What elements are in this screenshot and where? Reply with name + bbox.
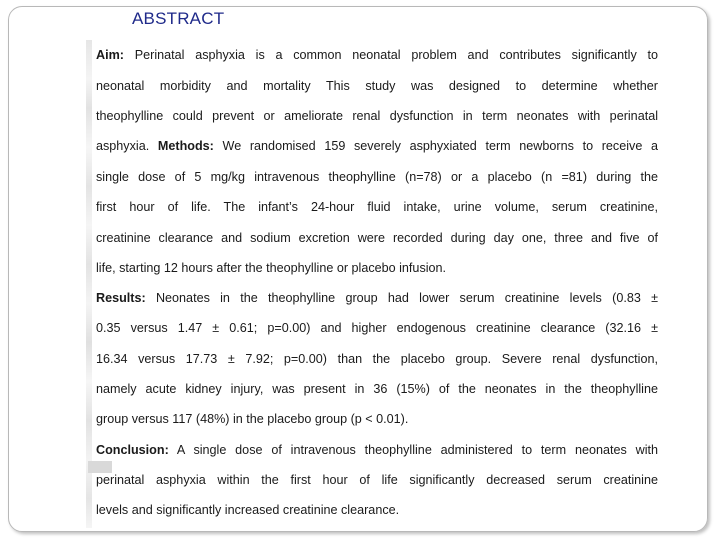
aim-text-end: asphyxia. — [96, 139, 150, 153]
results-text-1: Neonates in the theophylline group had lower serum creatinine levels (0.83 ± — [155, 291, 658, 305]
abstract-line-conclusion — [96, 440, 658, 460]
abstract-line: first hour of life. The infant’s 24-hour fluid intake, urine volume, serum creatinine, — [96, 200, 658, 214]
abstract-line: 16.34 versus 17.73 ± 7.92; p=0.00) than the placebo group. Severe renal dysfunction, — [96, 352, 658, 366]
abstract-line-methods — [96, 136, 658, 156]
aim-label: Aim: — [96, 48, 124, 62]
abstract-line-results — [96, 288, 658, 308]
methods-label: Methods: — [157, 139, 214, 153]
abstract-line: creatinine clearance and sodium excretion were recorded during day one, three and five of — [96, 231, 658, 245]
abstract-line: neonatal morbidity and mortality This study was designed to determine whether — [96, 79, 658, 93]
slide-title: ABSTRACT — [132, 9, 225, 28]
abstract-line: life, starting 12 hours after the theophylline or placebo infusion. — [96, 261, 447, 275]
abstract-line: single dose of 5 mg/kg intravenous theophylline (n=78) or a placebo (n =81) during the — [96, 170, 658, 184]
abstract-line: perinatal asphyxia within the first hour of life significantly decreased serum creatinine — [96, 473, 658, 487]
abstract-line: levels and significantly increased creatinine clearance. — [96, 503, 400, 517]
methods-text-1: We randomised 159 severely asphyxiated term newborns to receive a — [222, 139, 658, 153]
abstract-line: 0.35 versus 1.47 ± 0.61; p=0.00) and higher endogenous creatinine clearance (32.16 ± — [96, 321, 658, 335]
aim-text-1: Perinatal asphyxia is a common neonatal problem and contributes significantly to — [134, 48, 658, 62]
conclusion-text-1: A single dose of intravenous theophylline administered to term neonates with — [176, 443, 658, 457]
scan-binding-edge — [86, 40, 92, 528]
results-label: Results: — [96, 291, 146, 305]
abstract-line-aim-1 — [96, 45, 658, 65]
abstract-line: theophylline could prevent or ameliorate renal dysfunction in term neonates with perinatal — [96, 109, 658, 123]
abstract-line: namely acute kidney injury, was present in 36 (15%) of the neonates in the theophylline — [96, 382, 658, 396]
abstract-line: group versus 117 (48%) in the placebo group (p < 0.01). — [96, 412, 409, 426]
conclusion-label: Conclusion: — [96, 443, 169, 457]
